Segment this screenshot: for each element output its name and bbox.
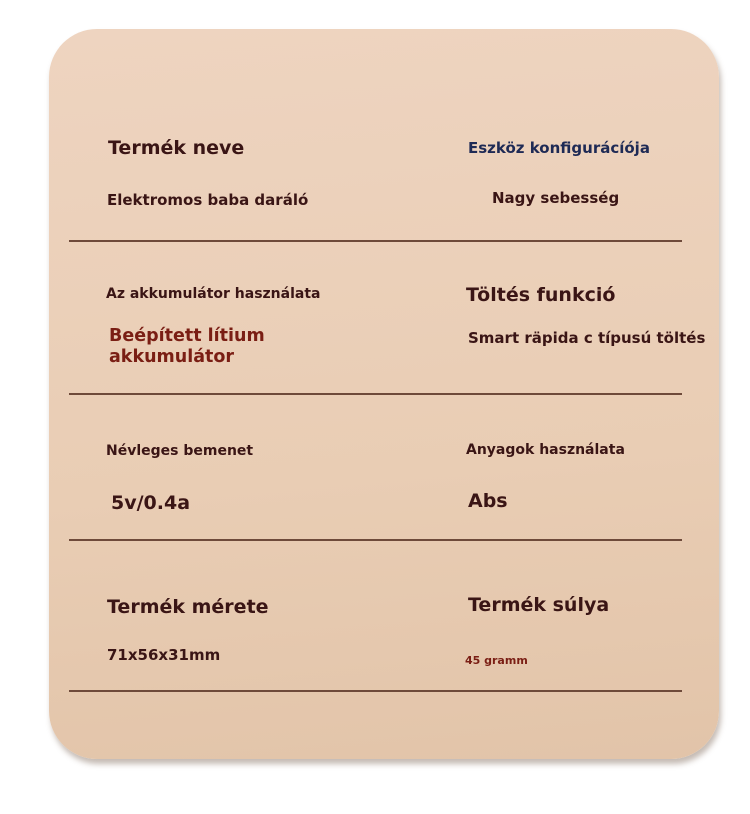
spec-value-charging-function: Smart räpida c típusú töltés xyxy=(468,329,706,347)
spec-value-product-size: 71x56x31mm xyxy=(107,646,221,664)
spec-value-rated-input: 5v/0.4a xyxy=(111,492,191,514)
row-divider xyxy=(69,240,682,242)
spec-label-charging-function: Töltés funkció xyxy=(466,284,616,306)
spec-label-product-weight: Termék súlya xyxy=(468,594,610,616)
row-divider xyxy=(69,393,682,395)
spec-value-battery-usage: Beépített lítium akkumulátor xyxy=(109,326,265,367)
spec-label-materials: Anyagok használata xyxy=(466,442,625,458)
spec-value-product-name: Elektromos baba daráló xyxy=(107,191,309,209)
spec-value-materials: Abs xyxy=(468,490,508,512)
spec-label-product-name: Termék neve xyxy=(108,137,245,159)
spec-label-product-size: Termék mérete xyxy=(107,596,269,618)
spec-value-product-weight: 45 gramm xyxy=(465,654,528,667)
row-divider xyxy=(69,690,682,692)
spec-label-device-config: Eszköz konfigurácíója xyxy=(468,139,650,157)
spec-label-rated-input: Névleges bemenet xyxy=(106,443,254,459)
row-divider xyxy=(69,539,682,541)
spec-label-battery-usage: Az akkumulátor használata xyxy=(106,286,321,302)
spec-value-device-config: Nagy sebesség xyxy=(492,189,620,207)
